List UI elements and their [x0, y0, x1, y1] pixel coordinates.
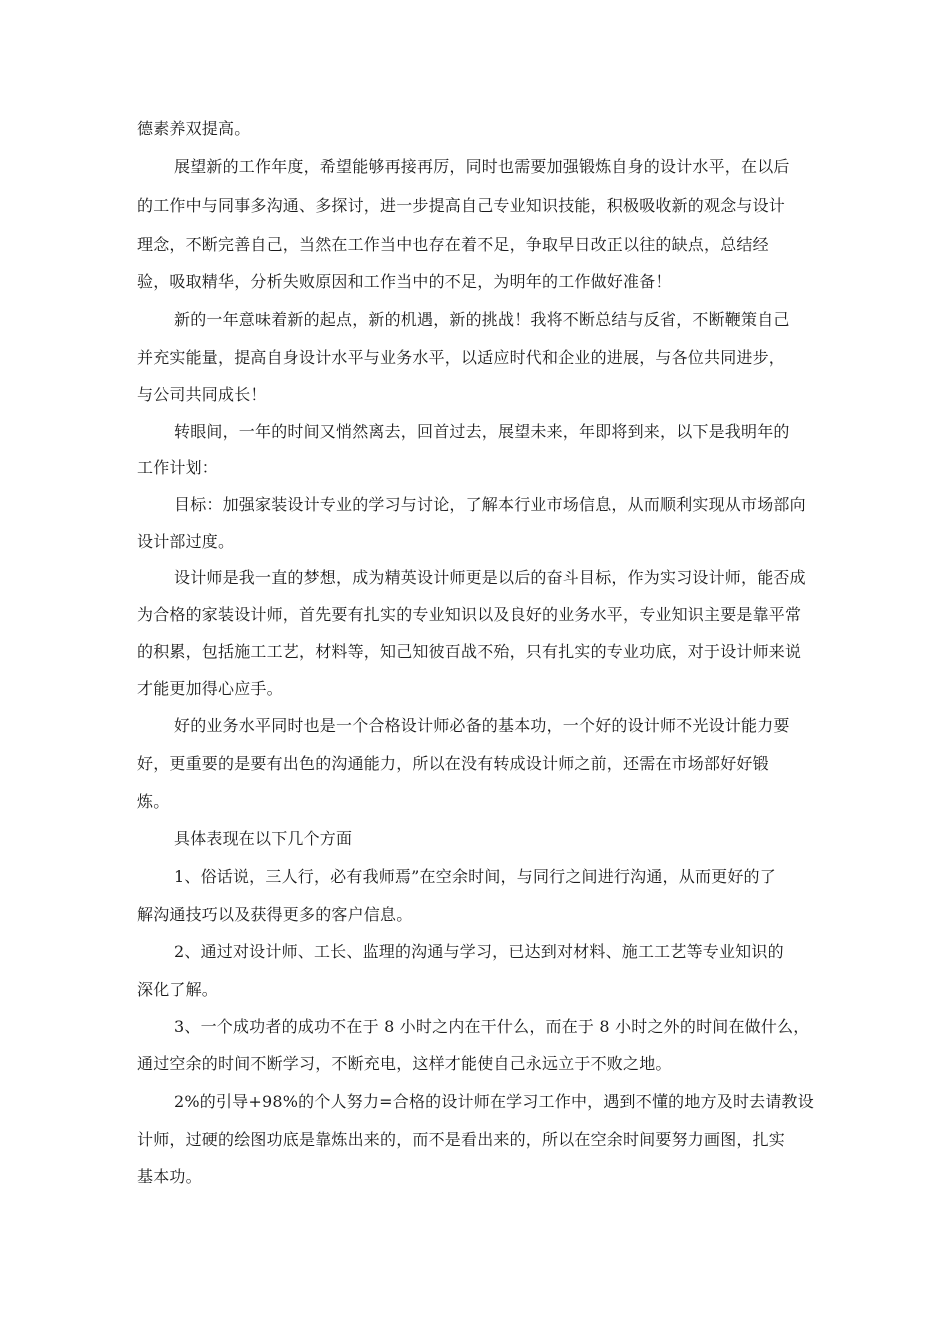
- text-line: 理念，不断完善自己，当然在工作当中也存在着不足，争取早日改正以往的缺点，总结经: [137, 235, 769, 254]
- text-line: 基本功。: [137, 1167, 202, 1186]
- text-line: 计师，过硬的绘图功底是靠炼出来的，而不是看出来的，所以在空余时间要努力画图，扎实: [137, 1130, 786, 1149]
- text-line: 转眼间，一年的时间又悄然离去，回首过去，展望未来，年即将到来，以下是我明年的: [174, 422, 790, 441]
- text-line: 与公司共同成长！: [137, 385, 267, 404]
- text-line: 并充实能量，提高自身设计水平与业务水平，以适应时代和企业的进展，与各位共同进步，: [137, 348, 786, 367]
- text-line: 解沟通技巧以及获得更多的客户信息。: [137, 905, 413, 924]
- text-line: 新的一年意味着新的起点，新的机遇，新的挑战！我将不断总结与反省，不断鞭策自己: [174, 310, 790, 329]
- text-line: 目标：加强家装设计专业的学习与讨论，了解本行业市场信息，从而顺利实现从市场部向: [174, 495, 806, 514]
- text-line: 好的业务水平同时也是一个合格设计师必备的基本功，一个好的设计师不光设计能力要: [174, 716, 790, 735]
- text-line: 3、一个成功者的成功不在于 8 小时之内在干什么，而在于 8 小时之外的时间在做什么，: [174, 1017, 810, 1036]
- text-line: 展望新的工作年度，希望能够再接再厉，同时也需要加强锻炼自身的设计水平，在以后: [174, 157, 790, 176]
- text-line: 工作计划：: [137, 458, 219, 477]
- text-line: 炼。: [137, 792, 170, 811]
- text-line: 1、俗话说，三人行，必有我师焉”在空余时间，与同行之间进行沟通，从而更好的了: [174, 867, 776, 886]
- text-line: 才能更加得心应手。: [137, 679, 283, 698]
- text-line: 2、通过对设计师、工长、监理的沟通与学习，已达到对材料、施工工艺等专业知识的: [174, 942, 784, 961]
- text-line: 设计师是我一直的梦想，成为精英设计师更是以后的奋斗目标，作为实习设计师，能否成: [174, 568, 806, 587]
- text-line: 的工作中与同事多沟通、多探讨，进一步提高自己专业知识技能，积极吸收新的观念与设计: [137, 196, 786, 215]
- text-line: 好，更重要的是要有出色的沟通能力，所以在没有转成设计师之前，还需在市场部好好锻: [137, 754, 769, 773]
- text-line: 为合格的家装设计师，首先要有扎实的专业知识以及良好的业务水平，专业知识主要是靠平常: [137, 605, 802, 624]
- text-line: 验，吸取精华，分析失败原因和工作当中的不足，为明年的工作做好准备！: [137, 272, 672, 291]
- text-line: 的积累，包括施工工艺，材料等，知己知彼百战不殆，只有扎实的专业功底，对于设计师来说: [137, 642, 802, 661]
- text-line: 通过空余的时间不断学习，不断充电，这样才能使自己永远立于不败之地。: [137, 1054, 672, 1073]
- text-line: 德素养双提高。: [137, 119, 251, 138]
- text-line: 具体表现在以下几个方面: [174, 829, 353, 848]
- text-line: 深化了解。: [137, 980, 219, 999]
- text-line: 2%的引导+98%的个人努力=合格的设计师在学习工作中，遇到不懂的地方及时去请教设: [174, 1092, 814, 1111]
- text-line: 设计部过度。: [137, 532, 235, 551]
